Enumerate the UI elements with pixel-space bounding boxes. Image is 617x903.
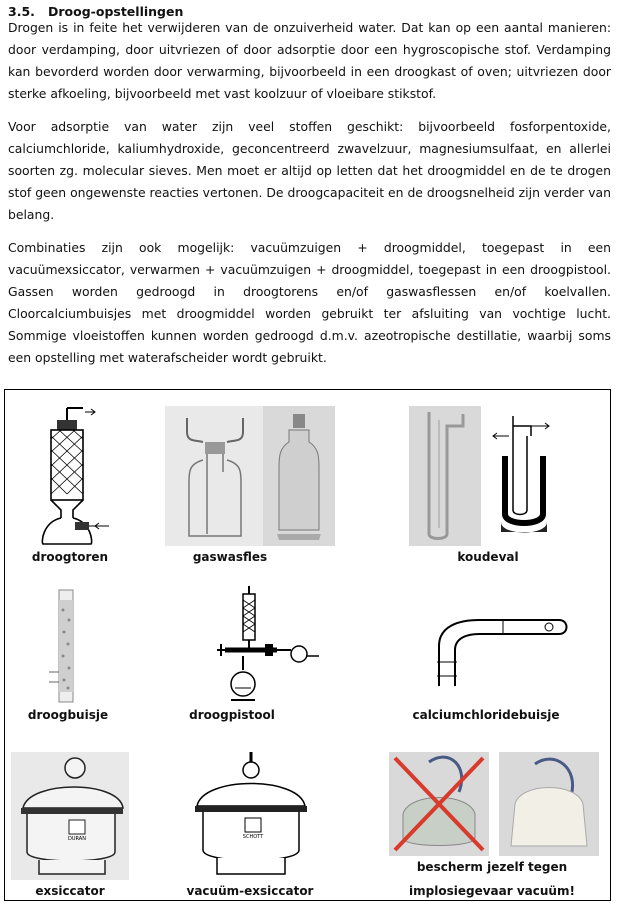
desiccator-shape bbox=[19, 756, 123, 878]
calcium-chloride-tube-drawing bbox=[419, 596, 569, 696]
gas-washing-bottle-photo bbox=[263, 406, 335, 546]
cloth-covered-desiccator bbox=[499, 752, 599, 856]
paragraph-combinations: Combinaties zijn ook mogelijk: vacuümzuigen + droogmiddel, toegepast in een vacuümexsiccator, verwarmen + vacuümzuigen + droogmiddel, toegepast in een droogpistool. Gassen worden gedroogd in droogtorens en/of gaswasflessen en/of koelvallen. Cloorcalciumbuisjes met droogmiddel worden gebruikt ter afsluiting van vochtige lucht. Sommige vloeistoffen kunnen worden gedroogd d.m.v. azeotropische destillatie, waarbij soms een opstelling met waterafscheider wordt gebruikt. bbox=[8, 240, 611, 365]
drying-pistol-drawing bbox=[213, 584, 323, 704]
caption-vacuum-exsiccator: vacuüm-exsiccator bbox=[186, 884, 314, 898]
caption-koudeval: koudeval bbox=[457, 550, 519, 564]
section-number: 3.5. bbox=[8, 4, 35, 19]
drying-tower-drawing bbox=[23, 406, 113, 546]
apparatus-figure-panel bbox=[4, 389, 611, 901]
protected-desiccator-photo bbox=[499, 752, 599, 856]
duran-mark: DURAN bbox=[68, 836, 86, 842]
gas-washing-bottle-drawing-bg bbox=[165, 406, 263, 546]
caption-droogpistool: droogpistool bbox=[189, 708, 275, 722]
paragraph-adsorption: Voor adsorptie van water zijn veel stoffen geschikt: bijvoorbeeld fosforpentoxide, calciumchloride, kaliumhydroxide, geconcentreerd zwavelzuur, magnesiumsulfaat, en allerlei soorten zg. molecular sieves. Men moet er altijd op letten dat het droogmiddel en de te drogen stof geen ongewenste reacties vertonen. De droogcapaciteit en de droogsnelheid zijn verder van belang. bbox=[8, 119, 611, 222]
imploding-desiccator-photo bbox=[389, 752, 489, 856]
caption-warning-line1: bescherm jezelf tegen bbox=[416, 860, 568, 874]
caption-calciumchloridebuisje: calciumchloridebuisje bbox=[412, 708, 560, 722]
gas-washing-bottle-drawing bbox=[185, 412, 245, 542]
cold-trap-photo bbox=[409, 406, 481, 546]
caption-droogbuisje: droogbuisje bbox=[27, 708, 109, 722]
gas-washing-bottle-photo-shape bbox=[275, 412, 323, 542]
caption-exsiccator: exsiccator bbox=[35, 884, 105, 898]
caption-droogtoren: droogtoren bbox=[31, 550, 109, 564]
crossed-desiccator bbox=[389, 752, 489, 856]
cold-trap-drawing bbox=[491, 406, 561, 546]
drying-tube-drawing bbox=[49, 586, 83, 706]
caption-gaswasfles: gaswasfles bbox=[192, 550, 268, 564]
vacuum-desiccator-drawing bbox=[193, 750, 309, 880]
section-title: Droog-opstellingen bbox=[48, 4, 184, 19]
cold-trap-photo-shape bbox=[423, 410, 469, 542]
schott-mark: SCHOTT bbox=[242, 834, 264, 840]
desiccator-photo bbox=[11, 752, 129, 880]
paragraph-drying-methods: Drogen is in feite het verwijderen van de onzuiverheid water. Dat kan op een aantal manieren: door verdamping, door uitvriezen of door adsorptie door een hygroscopische stof. Verdamping kan bevorderd worden door verwarming, bijvoorbeeld in een droogkast of oven; uitvriezen door sterke afkoeling, bijvoorbeeld met vast koolzuur of vloeibare stikstof. bbox=[8, 20, 611, 101]
caption-warning-line2: implosiegevaar vacuüm! bbox=[409, 884, 575, 898]
